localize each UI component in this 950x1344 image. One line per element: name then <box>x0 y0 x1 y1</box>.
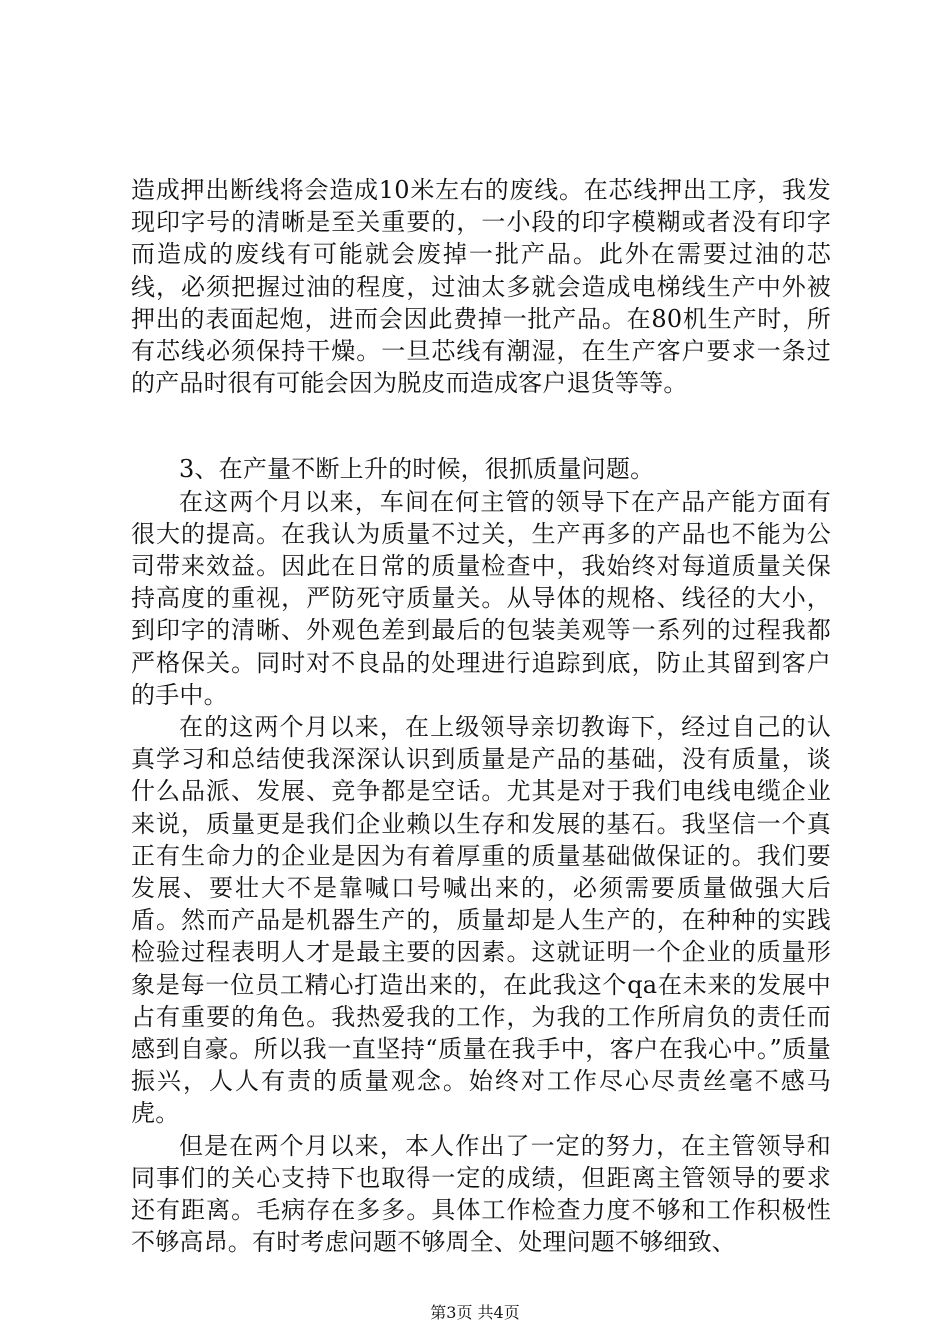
paragraph-continuation: 造成押出断线将会造成10米左右的废线。在芯线押出工序，我发现印字号的清晰是至关重要的，一小段的印字模糊或者没有印字而造成的废线有可能就会废掉一批产品。此外在需要过油的芯线，必须把握过油的程度，过油太多就会造成电梯线生产中外被押出的表面起炮，进而会因此费掉一批产品。在80机生产时，所有芯线必须保持干燥。一旦芯线有潮湿，在生产客户要求一条过的产品时很有可能会因为脱皮而造成客户退货等等。 <box>131 176 831 398</box>
page-footer: 第3页 共4页 <box>430 1303 520 1322</box>
paragraph-shortcomings: 但是在两个月以来，本人作出了一定的努力，在主管领导和同事们的关心支持下也取得一定的成绩，但距离主管领导的要求还有距离。毛病存在多多。具体工作检查力度不够和工作积极性不够高昂。有时考虑问题不够周全、处理问题不够细致、 <box>131 1131 831 1257</box>
section-heading: 3、在产量不断上升的时候，很抓质量问题。 <box>179 455 655 484</box>
paragraph-quality: 在的这两个月以来，在上级领导亲切教诲下，经过自己的认真学习和总结使我深深认识到质量是产品的基础，没有质量，谈什么品派、发展、竞争都是空话。尤其是对于我们电线电缆企业来说，质量更是我们企业赖以生存和发展的基石。我坚信一个真正有生命力的企业是因为有着厚重的质量基础做保证的。我们要发展、要壮大不是靠喊口号喊出来的，必须需要质量做强大后盾。然而产品是机器生产的，质量却是人生产的，在种种的实践检验过程表明人才是最主要的因素。这就证明一个企业的质量形象是每一位员工精心打造出来的，在此我这个qa在未来的发展中占有重要的角色。我热爱我的工作，为我的工作所肩负的责任而感到自豪。所以我一直坚持“质量在我手中，客户在我心中。”质量振兴，人人有责的质量观念。始终对工作尽心尽责丝毫不感马虎。 <box>131 713 831 1128</box>
document-body <box>131 174 831 1259</box>
paragraph-production: 在这两个月以来，车间在何主管的领导下在产品产能方面有很大的提高。在我认为质量不过关，生产再多的产品也不能为公司带来效益。因此在日常的质量检查中，我始终对每道质量关保持高度的重视，严防死守质量关。从导体的规格、线径的大小，到印字的清晰、外观色差到最后的包装美观等一系列的过程我都严格保关。同时对不良品的处理进行追踪到底，防止其留到客户的手中。 <box>131 487 831 709</box>
paragraph-gap <box>131 399 831 453</box>
